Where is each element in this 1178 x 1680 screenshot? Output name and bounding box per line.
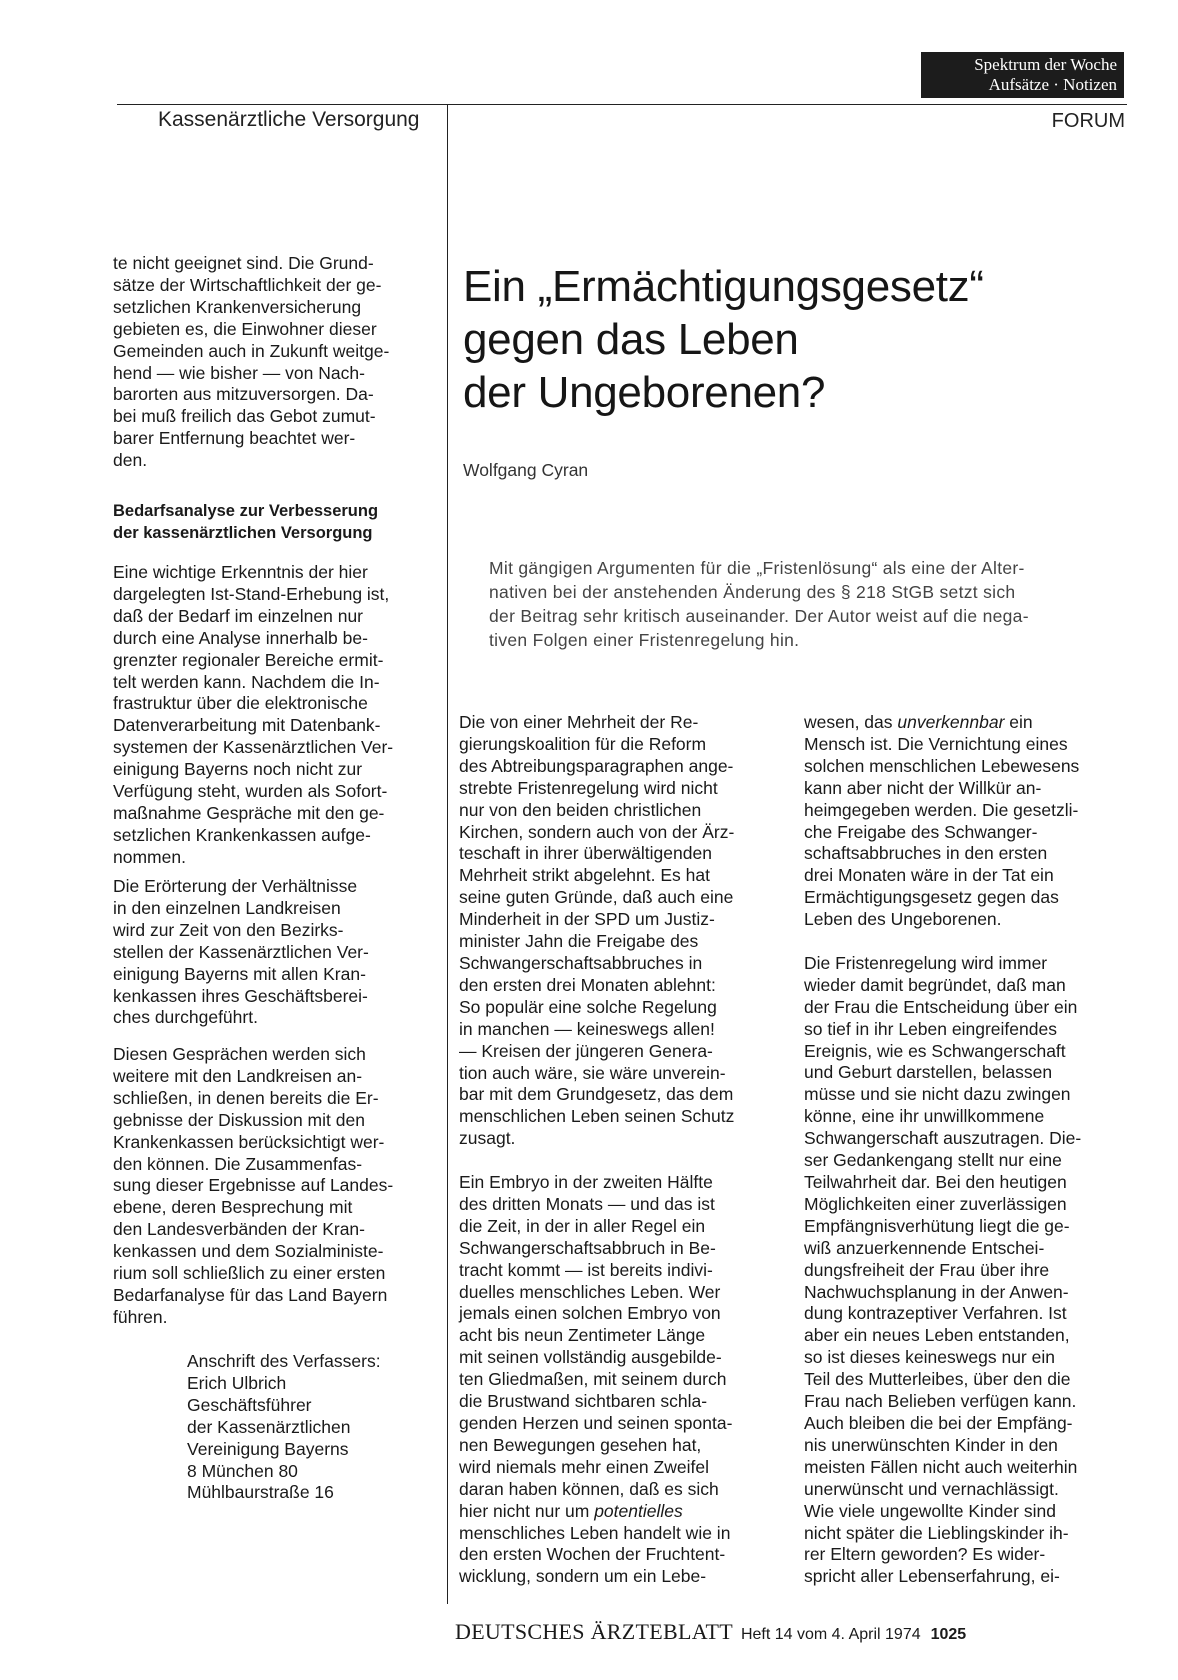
article-paragraph-1: Die von einer Mehrheit der Re- gierungskoalition für die Reform des Abtreibungsparagraphen ange- strebte Fristenregelung wird nicht nur von den beiden christlichen Kirchen, sondern auch von der Ärz- teschaft in ihrer überwältigenden Mehrheit strikt abgelehnt. Es hat seine guten Gründe, daß auch eine Minderheit in der SPD um Justiz- minister Jahn die Freigabe des Schwangerschaftsabbruches in den ersten drei Monaten ablehnt: So populär eine solche Regelung in manchen — keineswegs allen! — Kreisen der jüngeren Genera- tion auch wäre, sie wäre unverein- bar mit dem Grundgesetz, das dem menschlichen Leben seinen Schutz zusagt. — [459, 712, 735, 1149]
article-paragraph-3-text-b: ein Mensch ist. Die Vernichtung eines solchen menschlichen Lebewesens kann aber nicht der Willkür an- heimgegeben werden. Die gesetzli- che Freigabe des Schwanger- schaftsabbruches in den ersten drei Monaten wäre in der Tat ein Ermächtigungsgesetz gegen das Leben des Ungeborenen. — [804, 712, 1080, 930]
badge-line-2: Aufsätze · Notizen — [988, 75, 1117, 94]
article-paragraph-2-emphasis: potentielles — [594, 1500, 683, 1521]
article-paragraph-2 — [459, 1172, 779, 1588]
page-footer — [455, 1619, 1130, 1645]
paragraph-1: Eine wichtige Erkenntnis der hier dargelegten Ist-Stand-Erhebung ist, daß der Bedarf im einzelnen nur durch eine Analyse innerhalb be- grenzter regionaler Bereiche ermit- telt werden kann. Nachdem die In- frastruktur über die elektronische Datenverarbeitung mit Datenbank- systemen der Kassenärztlichen Ver- einigung Bayerns noch nicht zur Verfügung steht, wurden als Sofort- maßnahme Gespräche mit den ge- setzlichen Krankenkassen aufge- nommen. — [113, 562, 394, 867]
article-paragraph-4: Die Fristenregelung wird immer wieder damit begründet, daß man der Frau die Entscheidung über ein so tief in ihr Leben eingreifendes Ereignis, wie es Schwangerschaft und Geburt darstellen, belassen müsse und sie nicht dazu zwingen könne, eine ihr unwillkommene Schwangerschaft auszutragen. Die- ser Gedankengang stellt nur eine Teilwahrheit dar. Bei den heutigen Möglichkeiten einer zuverlässigen Empfängnisverhütung liegt die ge- wiß anzuerkennende Entschei- dungsfreiheit der Frau über ihre Nachwuchsplanung in der Anwen- dung kontrazeptiver Verfahren. Ist aber ein neues Leben entstanden, so ist dieses keineswegs nur ein Teil des Mutterleibes, über den die Frau nach Belieben verfügen kann. Auch bleiben die bei der Empfäng- nis unerwünschten Kinder in den meisten Fällen nicht auch weiterhin unerwünscht und vernachlässigt. Wie viele ungewollte Kinder sind nicht später die Lieblingskinder ih- rer Eltern geworden? Es wider- spricht aller Lebenserfahrung, ei- — [804, 952, 1082, 1587]
article-paragraph-3 — [804, 712, 1124, 931]
article-paragraph-2-text-a: Ein Embryo in der zweiten Hälfte des dritten Monats — und das ist die Zeit, in der in aller Regel ein Schwangerschaftsabbruch in Be- tracht kommt — ist bereits indivi- duelles menschliches Leben. Wer jemals einen solchen Embryo von acht bis neun Zentimeter Länge mit seinen vollständig ausgebilde- ten Gliedmaßen, mit seinem durch die Brustwand sichtbaren schla- genden Herzen und seinen spontа- nen Bewegungen gesehen hat, wird niemals mehr einen Zweifel daran haben können, daß es sich hier nicht nur um — [459, 1172, 733, 1521]
journal-name: DEUTSCHES ÄRZTEBLATT — [455, 1619, 733, 1644]
article-paragraph-3-text-a: wesen, das — [804, 712, 898, 732]
left-column — [113, 0, 435, 1600]
issue-info: Heft 14 vom 4. April 1974 — [740, 1626, 921, 1643]
section-badge — [921, 52, 1124, 98]
paragraph-3: Diesen Gesprächen werden sich weitere mit den Landkreisen an- schließen, in denen bereits die Er- gebnisse der Diskussion mit den Krankenkassen berücksichtigt wer- den können. Die Zusammenfas- sung dieser Ergebnisse auf Landes- ebene, deren Besprechung mit den Landesverbänden der Kran- kenkassen und dem Sozialministe- rium soll schließlich zu einer ersten Bedarfanalyse für das Land Bayern führen. — [113, 1044, 394, 1327]
author-address: Anschrift des Verfassers: Erich Ulbrich Geschäftsführer der Kassenärztlichen Vereinigung Bayerns 8 München 80 Mühlbaurstraße 16 — [187, 1351, 381, 1503]
article-column-2 — [804, 712, 1124, 1610]
column-divider — [447, 104, 448, 1604]
article-paragraph-3-emphasis: unverkennbar — [897, 712, 1005, 732]
article-intro: Mit gängigen Argumenten für die „Fristenlösung“ als eine der Alter- nativen bei der anstehenden Änderung des § 218 StGB setzt sich der Beitrag sehr kritisch auseinander. Der Autor weist auf die nega- tiven Folgen einer Fristenregelung hin. — [489, 558, 1029, 650]
continued-paragraph: te nicht geeignet sind. Die Grund- sätze der Wirtschaftlichkeit der ge- setzlichen Krankenversicherung gebieten es, die Einwohner dieser Gemeinden auch in Zukunft weitge- hend — wie bisher — von Nach- barorten aus mitzuversorgen. Da- bei muß freilich das Gebot zumut- barer Entfernung beachtet wer- den. — [113, 253, 390, 471]
article-title: Ein „Ermächtigungsgesetz“ gegen das Leben der Ungeborenen? — [463, 262, 984, 417]
section-label-right: FORUM — [1051, 110, 1125, 132]
article-column-1 — [459, 712, 779, 1610]
section-label-left: Kassenärztliche Versorgung — [158, 108, 420, 131]
article-paragraph-2-text-b: menschliches Leben handelt wie in den ersten Wochen der Fruchtent- wicklung, sondern um ein Lebe- — [459, 1522, 731, 1587]
subheading: Bedarfsanalyse zur Verbesserung der kassenärztlichen Versorgung — [113, 502, 379, 542]
article-author: Wolfgang Cyran — [463, 460, 589, 480]
paragraph-2: Die Erörterung der Verhältnisse in den einzelnen Landkreisen wird zur Zeit von den Bezirks- stellen der Kassenärztlichen Ver- einigung Bayerns mit allen Kran- kenkassen ihres Geschäftsberei- ches durchgeführt. — [113, 876, 369, 1028]
page-number: 1025 — [930, 1626, 967, 1643]
badge-line-1: Spektrum der Woche — [974, 55, 1117, 74]
